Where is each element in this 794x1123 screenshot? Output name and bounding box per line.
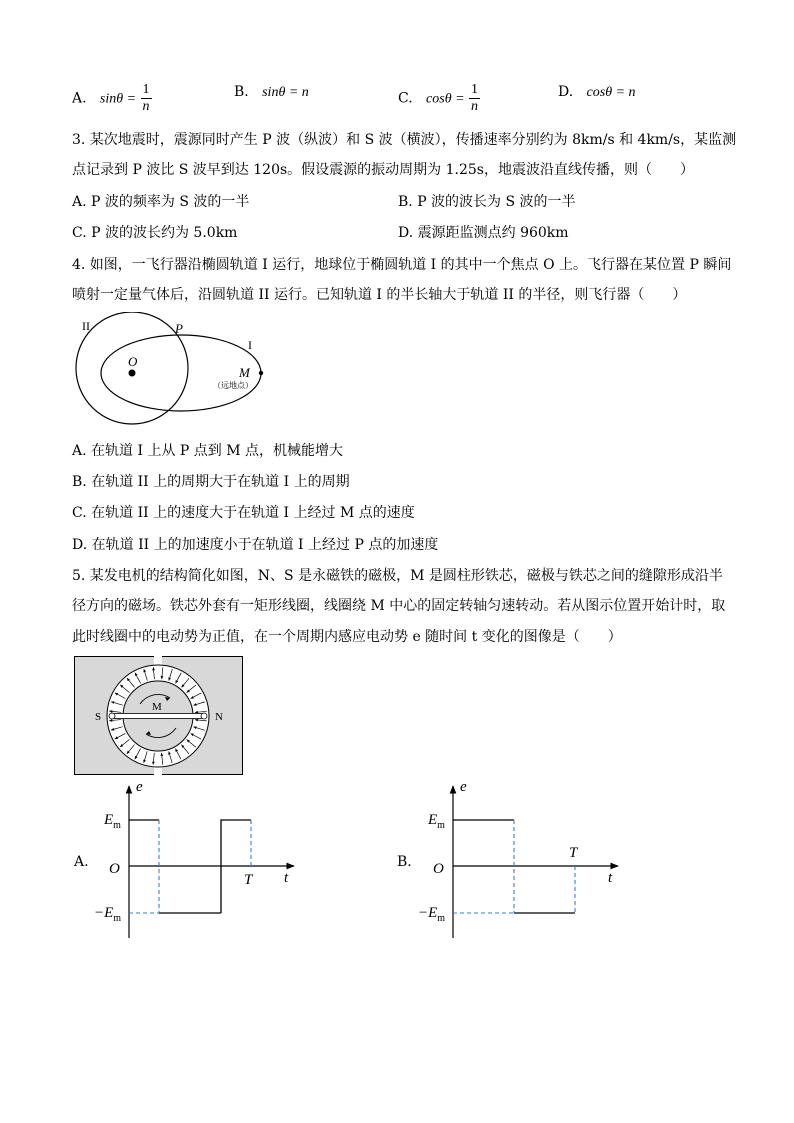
q2-option-d — [558, 82, 636, 103]
q3-stem-line2: 点记录到 P 波比 S 波早到达 120s。假设震源的振动周期为 1.25s，地震波沿直线传播，则（ ） — [72, 162, 694, 178]
label-orbit-ii: II — [82, 319, 90, 333]
fraction — [141, 82, 152, 115]
q3-option-a: A. P 波的频率为 S 波的一半 — [72, 194, 250, 210]
period-label: T — [244, 872, 253, 888]
y-axis-label: e — [136, 779, 143, 795]
option-expr: sinθ = n — [262, 85, 309, 100]
x-axis-label: t — [284, 870, 289, 886]
neg-em-label: $-E_m$ — [418, 905, 446, 924]
option-letter: B. — [234, 84, 249, 100]
label-point-p: P — [175, 321, 183, 336]
q3-option-c: C. P 波的波长约为 5.0km — [72, 225, 238, 241]
q4-option-c: C. 在轨道 II 上的速度大于在轨道 I 上经过 M 点的速度 — [72, 505, 415, 521]
label-orbit-i: I — [248, 338, 252, 352]
graph-b-letter: B. — [397, 854, 412, 870]
numerator: 1 — [470, 82, 478, 97]
earth-focus-point — [129, 370, 136, 377]
option-letter: A. — [72, 90, 87, 107]
denominator: n — [142, 99, 150, 114]
apogee-point — [259, 371, 263, 375]
numerator: 1 — [142, 82, 150, 97]
q4-stem-line1: 4. 如图，一飞行器沿椭圆轨道 I 运行，地球位于椭圆轨道 I 的其中一个焦点 O 上。飞行器在某位置 P 瞬间 — [72, 257, 732, 273]
q3-option-d: D. 震源距监测点约 960km — [398, 225, 569, 241]
em-label: $E_m$ — [428, 812, 445, 831]
label-pole-s: S — [95, 711, 102, 723]
graph-a-letter: A. — [74, 854, 89, 870]
q2-option-b — [234, 82, 309, 103]
q4-option-b: B. 在轨道 II 上的周期大于在轨道 I 上的周期 — [72, 474, 350, 490]
option-letter: D. — [558, 84, 574, 100]
neg-em-label: $-E_m$ — [94, 905, 122, 924]
fraction — [469, 82, 480, 115]
y-axis-label: e — [460, 779, 467, 795]
q4-option-d: D. 在轨道 II 上的加速度小于在轨道 I 上经过 P 点的加速度 — [72, 537, 439, 553]
graph-b — [418, 776, 628, 944]
graph-a — [94, 776, 304, 944]
option-expr: cosθ = — [426, 91, 465, 107]
q5-stem-line2: 径方向的磁场。铁芯外套有一矩形线圈，线圈绕 M 中心的固定转轴匀速转动。若从图示位置开始计时，取 — [72, 598, 726, 614]
period-label: T — [569, 845, 578, 861]
option-expr: sinθ = — [99, 91, 137, 107]
coil-rectangle — [112, 714, 204, 719]
elliptical-orbit-i — [101, 335, 261, 411]
label-point-o: O — [128, 354, 138, 369]
q5-stem-line1: 5. 某发电机的结构简化如图，N、S 是永磁铁的磁极，M 是圆柱形铁芯，磁极与铁芯之间的缝隙形成沿半 — [72, 568, 723, 584]
option-letter: C. — [398, 90, 413, 107]
label-apogee-note: （远地点） — [213, 381, 253, 390]
generator-figure — [74, 656, 244, 776]
em-label: $E_m$ — [104, 812, 121, 831]
q2-option-c — [398, 82, 480, 115]
q5-stem-line3: 此时线圈中的电动势为正值，在一个周期内感应电动势 e 随时间 t 变化的图像是（ ） — [72, 629, 622, 645]
orbit-figure — [70, 312, 280, 430]
segment-positive-2 — [221, 820, 251, 866]
origin-label: O — [109, 861, 120, 877]
q4-option-a: A. 在轨道 I 上从 P 点到 M 点，机械能增大 — [72, 443, 343, 459]
label-pole-n: N — [215, 711, 223, 723]
q2-option-a — [72, 82, 152, 115]
coil-side-right — [201, 713, 207, 719]
option-expr: cosθ = n — [586, 85, 636, 100]
q3-stem-line1: 3. 某次地震时，震源同时产生 P 波（纵波）和 S 波（横波），传播速率分别约为 8km/s 和 4km/s，某监测 — [72, 132, 737, 148]
label-point-m: M — [239, 365, 250, 380]
q3-option-b: B. P 波的波长为 S 波的一半 — [398, 194, 576, 210]
x-axis-label: t — [608, 870, 613, 886]
denominator: n — [470, 99, 478, 114]
q4-stem-line2: 喷射一定量气体后，沿圆轨道 II 运行。已知轨道 I 的半长轴大于轨道 II 的半径，则飞行器（ ） — [72, 287, 687, 303]
origin-label: O — [433, 861, 444, 877]
coil-side-left — [109, 713, 115, 719]
label-core-m: M — [152, 701, 162, 713]
